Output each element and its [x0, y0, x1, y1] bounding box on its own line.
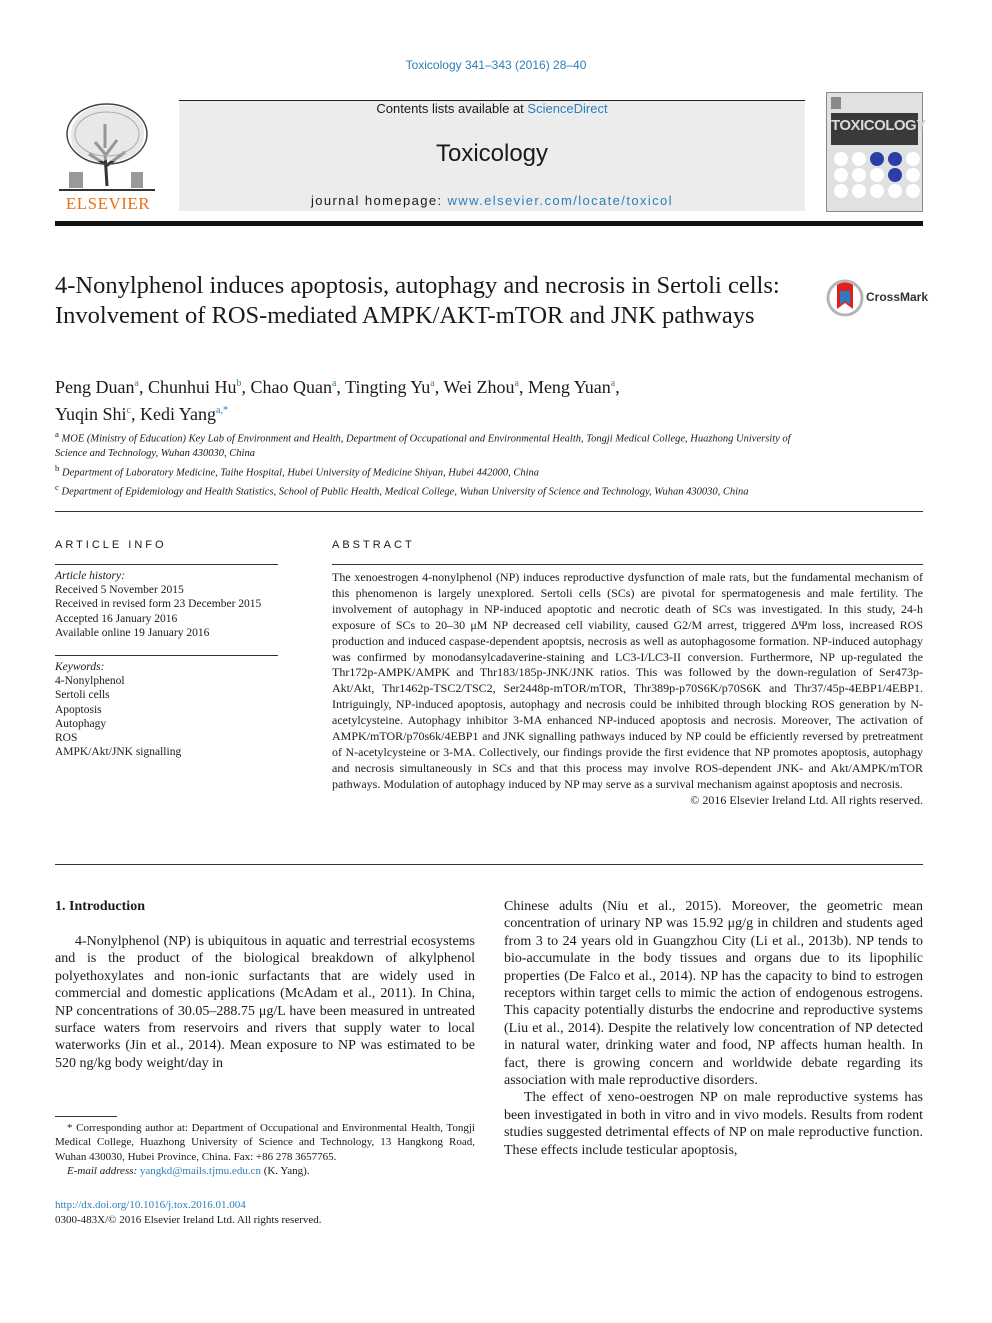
journal-title: Toxicology	[435, 140, 549, 167]
author-list: Peng Duan$^a$, Chunhui Hu$^b$, Chao Quan$^a$, Tingting Yu$^a$, Wei Zhou$^a$, Meng Yuan$^a$, Yuqin Shi$^c$, Kedi Yang$^{a,*}$	[55, 377, 620, 424]
affiliations	[55, 427, 825, 500]
divider	[55, 864, 923, 865]
keywords-heading: Keywords:	[55, 661, 105, 673]
abstract-heading: ABSTRACT	[332, 539, 415, 551]
affiliation: $^b$ Department of Laboratory Medicine, Taihe Hospital, Hubei University of Medicine Shiyan, Hubei 442000, China	[55, 462, 540, 478]
author[interactable]: Wei Zhou$^a$	[443, 377, 519, 397]
keyword: Autophagy	[55, 717, 107, 730]
corresponding-author-footnote	[55, 1121, 475, 1178]
author[interactable]: Kedi Yang$^{a,*}$	[139, 404, 228, 424]
homepage-prefix: journal homepage:	[311, 193, 448, 208]
history-item: Accepted 16 January 2016	[55, 612, 178, 625]
journal-citation[interactable]: Toxicology 341–343 (2016) 28–40	[405, 58, 587, 72]
divider	[332, 564, 923, 565]
keywords	[55, 660, 278, 759]
affiliation: $^a$ MOE (Ministry of Education) Key Lab of Environment and Health, Department of Occupational and Environmental Health, Tongji Medical College, Huazhong University of Science and Technology, Wuhan 430030, China	[55, 429, 791, 459]
header-divider	[55, 221, 923, 226]
author[interactable]: Chao Quan$^a$	[250, 377, 337, 397]
journal-cover-thumbnail[interactable]	[826, 92, 926, 212]
author[interactable]: Chunhui Hu$^b$	[147, 377, 242, 397]
crossmark-icon	[826, 279, 864, 317]
keyword: AMPK/Akt/JNK signalling	[55, 746, 182, 759]
abstract-text: The xenoestrogen 4-nonylphenol (NP) induces reproductive dysfunction of male rats, but the fundamental mechanism of this phenomenon is largely unexplored. Sertoli cells (SCs) are pivotal for spermatogenesis and male fertility. The involvement of autophagy in NP-induced apoptotic and necrotic death of SCs was investigated. In this study, 24-h exposure of SCs to 20–30 μM NP decreased cell viability, caused G2/M arrest, triggered ΔΨm loss, increased ROS production and induced caspase-dependent apoptsis, necrosis as well as autophagosome formation. NP-induced autophagy was confirmed by monodansylcadaverine-staining and LC3-I/LC3-II conversion. Furthermore, NP up-regulated the Thr172p-AMPK/AMPK and Thr183/185p-JNK/JNK ratios. This was followed by the down-regulation of Ser473p-Akt/Akt, Thr1462p-TSC2/TSC2, Ser2448p-mTOR/mTOR, Thr389p-p70S6K/p70S6K and Thr37/45p-4EBP1/4EBP1. Intriguingly, NP-induced apoptosis, autophagy and necrosis could be inhibited through blocking ROS generation by N-acetylcysteine. Autophagy inhibitor 3-MA enhanced NP-induced apoptosis and necrosis. Moreover, The activation of AMPK/mTOR/p70s6k/4EBP1 and JNK signalling pathways induced by NP could be efficiently reversed by pretreatment of N-acetylcysteine or 3-MA. Collectively, our findings provide the first evidence that NP promotes apoptosis, autophagy and necrosis simultaneously in SCs and that this process may involve ROS-dependent JNK- and Akt/AMPK/mTOR pathways. Modulation of autophagy induced by NP may serve as a survival mechanism against apoptosis and necrosis.	[332, 570, 923, 791]
history-heading: Article history:	[55, 570, 125, 582]
body-paragraph: 4-Nonylphenol (NP) is ubiquitous in aquatic and terrestrial ecosystems and is the product of the biological breakdown of alkylphenol polyethoxylates and non-ionic surfactants that are widely used in commercial and domestic applications (McAdam et al., 2011). In China, NP concentrations of 30.05–288.75 μg/L have been measured in untreated surface waters from reservoirs and rivers that supply water to local waterworks (Jin et al., 2014). Mean exposure to NP was estimated to be 520 ng/kg body weight/day in	[55, 934, 475, 1071]
author[interactable]: Peng Duan$^a$	[55, 377, 139, 397]
doi-block	[55, 1198, 322, 1227]
elsevier-logo	[55, 94, 161, 212]
history-item: Received in revised form 23 December 2015	[55, 598, 262, 611]
paper-title: 4-Nonylphenol induces apoptosis, autophagy and necrosis in Sertoli cells: Involvement of ROS-mediated AMPK/AKT-mTOR and JNK pathways	[55, 272, 780, 329]
email-suffix: (K. Yang).	[260, 1164, 310, 1177]
crossmark-badge[interactable]	[826, 279, 929, 317]
abstract-body	[332, 570, 923, 809]
homepage-link[interactable]: www.elsevier.com/locate/toxicol	[447, 193, 673, 208]
email-label: E-mail address:	[67, 1164, 140, 1177]
author[interactable]: Meng Yuan$^a$	[527, 377, 616, 397]
journal-cover-image	[827, 93, 926, 211]
footnote-divider	[55, 1116, 117, 1117]
body-paragraph: The effect of xeno-oestrogen NP on male reproductive systems has been investigated in both in vitro and in vivo models. Results from rodent studies suggested detrimental effects of NP on male reproductive function. These effects include testicular apoptosis,	[504, 1090, 923, 1158]
history-item: Received 5 November 2015	[55, 584, 184, 597]
keyword: Apoptosis	[55, 703, 102, 716]
keyword: Sertoli cells	[55, 689, 110, 702]
body-column-left	[55, 933, 475, 1072]
author[interactable]: Tingting Yu$^a$	[345, 377, 435, 397]
corresponding-text: * Corresponding author at: Department of Occupational and Environmental Health, Tongji Medical College, Huazhong University of Science and Technology, 13 Hangkong Road, Wuhan 430030, Hubei Province, China. Fax: +86 278 3657765.	[55, 1122, 475, 1163]
divider	[55, 655, 278, 656]
elsevier-wordmark: ELSEVIER	[65, 194, 151, 213]
email-link[interactable]: yangkd@mails.tjmu.edu.cn	[139, 1164, 261, 1177]
crossmark-label: CrossMark	[866, 290, 929, 304]
body-column-right	[504, 898, 923, 1159]
keyword: 4-Nonylphenol	[55, 675, 125, 688]
article-info-heading: ARTICLE INFO	[55, 539, 167, 551]
divider	[55, 511, 923, 512]
sciencedirect-link[interactable]: ScienceDirect	[527, 101, 608, 116]
introduction-heading: 1. Introduction	[55, 899, 145, 914]
cover-title: TOXICOLOGY	[831, 117, 926, 134]
journal-homepage-line	[179, 193, 805, 208]
copyright-notice: © 2016 Elsevier Ireland Ltd. All rights reserved.	[690, 792, 923, 807]
divider	[55, 564, 278, 565]
article-history	[55, 569, 278, 640]
contents-prefix: Contents lists available at	[376, 101, 528, 116]
body-paragraph: Chinese adults (Niu et al., 2015). Moreover, the geometric mean concentration of urinary NP was 15.92 μg/g in children and students aged from 3 to 24 years old in Guangzhou City (Li et al., 2013b). NP tends to bio-accumulate in the body tissues and organs due to its lipophilic properties (De Falco et al., 2014). NP has the capacity to bind to estrogen receptors within target cells to mimic the action of endogenous estrogens. This capacity potentially disturbs the endocrine and reproductive systems (Liu et al., 2014). Despite the relatively low concentration of NP detected in natural water, drinking water and food, NP affects human health. In fact, there is growing concern and worldwide debate regarding its association with male reproductive disorders.	[504, 899, 923, 1089]
issn-line: 0300-483X/© 2016 Elsevier Ireland Ltd. All rights reserved.	[55, 1213, 322, 1226]
affiliation: $^c$ Department of Epidemiology and Health Statistics, School of Public Health, Medical College, Wuhan University of Science and Technology, Wuhan 430030, China	[55, 482, 749, 498]
author[interactable]: Yuqin Shi$^c$	[55, 404, 131, 424]
doi-link[interactable]: http://dx.doi.org/10.1016/j.tox.2016.01.004	[55, 1199, 246, 1211]
history-item: Available online 19 January 2016	[55, 626, 210, 639]
keyword: ROS	[55, 732, 78, 745]
contents-available-line	[179, 101, 805, 116]
